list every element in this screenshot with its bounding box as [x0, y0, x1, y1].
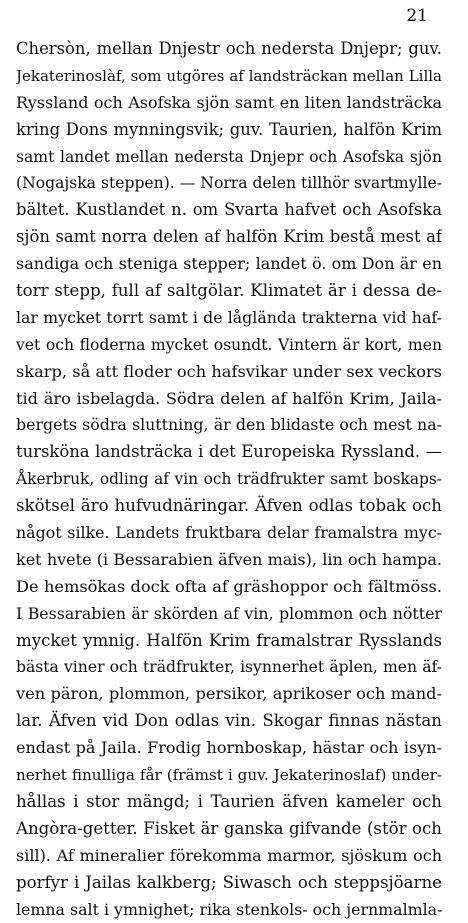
- text-line: tursköna landsträcka i det Europeiska Ryssland. —: [16, 439, 442, 466]
- text-line: sill). Af mineralier förekomma marmor, sjöskum och: [16, 843, 442, 870]
- text-line: samt landet mellan nedersta Dnjepr och Asofska sjön: [16, 144, 442, 171]
- text-line: bältet. Kustlandet n. om Svarta hafvet och Asofska: [16, 197, 442, 224]
- text-line: vet och floderna mycket osundt. Vintern är kort, men: [16, 332, 442, 359]
- text-line: lar. Äfven vid Don odlas vin. Skogar finnas nästan: [16, 708, 442, 735]
- text-line: torr stepp, full af saltgölar. Klimatet är i dessa de-: [16, 278, 442, 305]
- text-line: Angòra-getter. Fisket är ganska gifvande (stör och: [16, 816, 442, 843]
- text-line: (Nogajska steppen). — Norra delen tillhör svartmylle-: [16, 170, 442, 197]
- text-line: lar mycket torrt samt i de låglända trakterna vid haf-: [16, 305, 442, 332]
- text-line: porfyr i Jailas kalkberg; Siwasch och steppsjöarne: [16, 870, 442, 897]
- text-line: Jekaterinoslàf, som utgöres af landsträckan mellan Lilla: [16, 63, 442, 90]
- text-line: skarp, så att floder och hafsvikar under sex veckors: [16, 359, 442, 386]
- text-line: skötsel äro hufvudnäringar. Äfven odlas tobak och: [16, 493, 442, 520]
- text-line: Åkerbruk, odling af vin och trädfrukter samt boskaps-: [16, 466, 442, 493]
- text-line: I Bessarabien är skörden af vin, plommon och nötter: [16, 601, 442, 628]
- text-line: Chersòn, mellan Dnjestr och nedersta Dnjepr; guv.: [16, 36, 442, 63]
- text-line: tid äro isbelagda. Södra delen af halfön Krim, Jaila-: [16, 386, 442, 413]
- text-line: Ryssland och Asofska sjön samt en liten landsträcka: [16, 90, 442, 117]
- text-line: sandiga och steniga stepper; landet ö. om Don är en: [16, 251, 442, 278]
- body-text: [16, 36, 442, 923]
- text-line: ket hvete (i Bessarabien äfven mais), lin och hampa.: [16, 547, 442, 574]
- text-line: sjön samt norra delen af halfön Krim bestå mest af: [16, 224, 442, 251]
- text-line: nerhet finulliga får (främst i guv. Jekaterinoslaf) under-: [16, 762, 442, 789]
- text-line: mycket ymnig. Halfön Krim framalstrar Rysslands: [16, 628, 442, 655]
- text-line: bergets södra sluttning, är den blidaste och mest na-: [16, 412, 442, 439]
- text-line: något silke. Landets fruktbara delar framalstra myc-: [16, 520, 442, 547]
- text-line: hållas i stor mängd; i Taurien äfven kameler och: [16, 789, 442, 816]
- page-number: 21: [406, 6, 428, 26]
- text-line: bästa viner och trädfrukter, isynnerhet äplen, men äf-: [16, 654, 442, 681]
- text-line: De hemsökas dock ofta af gräshoppor och fältmöss.: [16, 574, 442, 601]
- text-line: lemna salt i ymnighet; rika stenkols- och jernmalmla-: [16, 897, 442, 923]
- text-line: kring Dons mynningsvik; guv. Taurien, halfön Krim: [16, 117, 442, 144]
- text-line: endast på Jaila. Frodig hornboskap, hästar och isyn-: [16, 735, 442, 762]
- text-line: ven päron, plommon, persikor, aprikoser och mand-: [16, 681, 442, 708]
